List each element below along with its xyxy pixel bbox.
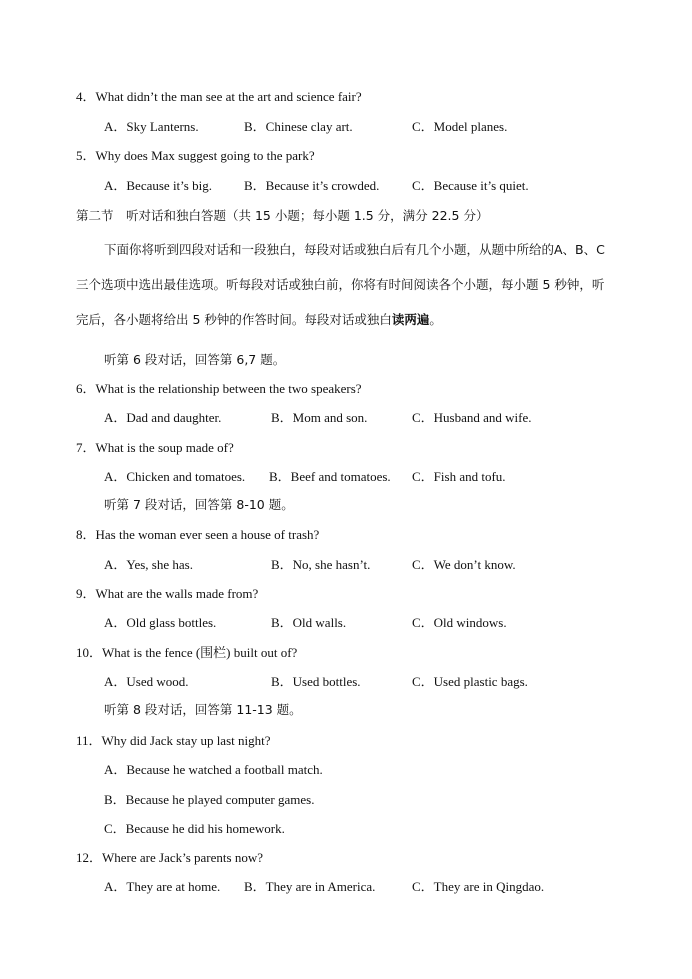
- option-b: B．Old walls.: [271, 615, 347, 630]
- option-a: A．They are at home.: [104, 879, 221, 894]
- section-title: 第二节 听对话和独白答题（共 15 小题；每小题 1.5 分，满分 22.5 分）: [76, 208, 489, 223]
- option-c: C．Model planes.: [412, 119, 508, 134]
- question-10-stem: 10．What is the fence (围栏) built out of?: [76, 645, 298, 660]
- question-4-stem: 4．What didn’t the man see at the art and science fair?: [76, 89, 362, 104]
- option-b: B．Chinese clay art.: [244, 119, 353, 134]
- section-instructions: [76, 232, 616, 337]
- option-a: A．Chicken and tomatoes.: [104, 469, 246, 484]
- option-a: A．Because it’s big.: [104, 178, 212, 193]
- option-b: B．They are in America.: [244, 879, 376, 894]
- question-7-stem: 7．What is the soup made of?: [76, 440, 234, 455]
- option-b: B．Because it’s crowded.: [244, 178, 380, 193]
- option-b: B．Beef and tomatoes.: [269, 469, 391, 484]
- question-6-stem: 6．What is the relationship between the two speakers?: [76, 381, 362, 396]
- question-11-option-c: C．Because he did his homework.: [104, 821, 285, 836]
- option-a: A．Yes, she has.: [104, 557, 193, 572]
- question-8-stem: 8．Has the woman ever seen a house of trash?: [76, 527, 320, 542]
- option-a: A．Sky Lanterns.: [104, 119, 199, 134]
- instructions-end: 。: [429, 312, 442, 327]
- option-c: C．Fish and tofu.: [412, 469, 506, 484]
- instructions-emphasis: 读两遍: [391, 312, 430, 327]
- option-c: C．We don’t know.: [412, 557, 516, 572]
- instructions-text: 下面你将听到四段对话和一段独白，每段对话或独白后有几个小题，从题中所给的A、B、C 三个选项中选出最佳选项。听每段对话或独白前，你将有时间阅读各个小题，每小题 5 秒钟，听完后，各小题将给出 5 秒钟的作答时间。每段对话或独白: [76, 242, 605, 327]
- option-b: B．Used bottles.: [271, 674, 361, 689]
- option-a: A．Used wood.: [104, 674, 189, 689]
- option-c: C．Old windows.: [412, 615, 507, 630]
- question-12-stem: 12．Where are Jack’s parents now?: [76, 850, 263, 865]
- option-c: C．Because it’s quiet.: [412, 178, 529, 193]
- question-11-stem: 11．Why did Jack stay up last night?: [76, 733, 271, 748]
- dialog-8-intro: 听第 8 段对话，回答第 11-13 题。: [104, 702, 302, 717]
- question-5-stem: 5．Why does Max suggest going to the park?: [76, 148, 315, 163]
- option-a: A．Old glass bottles.: [104, 615, 217, 630]
- question-11-option-b: B．Because he played computer games.: [104, 792, 315, 807]
- option-c: C．Husband and wife.: [412, 410, 532, 425]
- question-11-option-a: A．Because he watched a football match.: [104, 762, 323, 777]
- option-b: B．No, she hasn’t.: [271, 557, 371, 572]
- option-c: C．They are in Qingdao.: [412, 879, 545, 894]
- dialog-7-intro: 听第 7 段对话，回答第 8-10 题。: [104, 497, 294, 512]
- dialog-6-intro: 听第 6 段对话，回答第 6,7 题。: [104, 352, 286, 367]
- option-a: A．Dad and daughter.: [104, 410, 222, 425]
- question-9-stem: 9．What are the walls made from?: [76, 586, 259, 601]
- option-b: B．Mom and son.: [271, 410, 368, 425]
- option-c: C．Used plastic bags.: [412, 674, 528, 689]
